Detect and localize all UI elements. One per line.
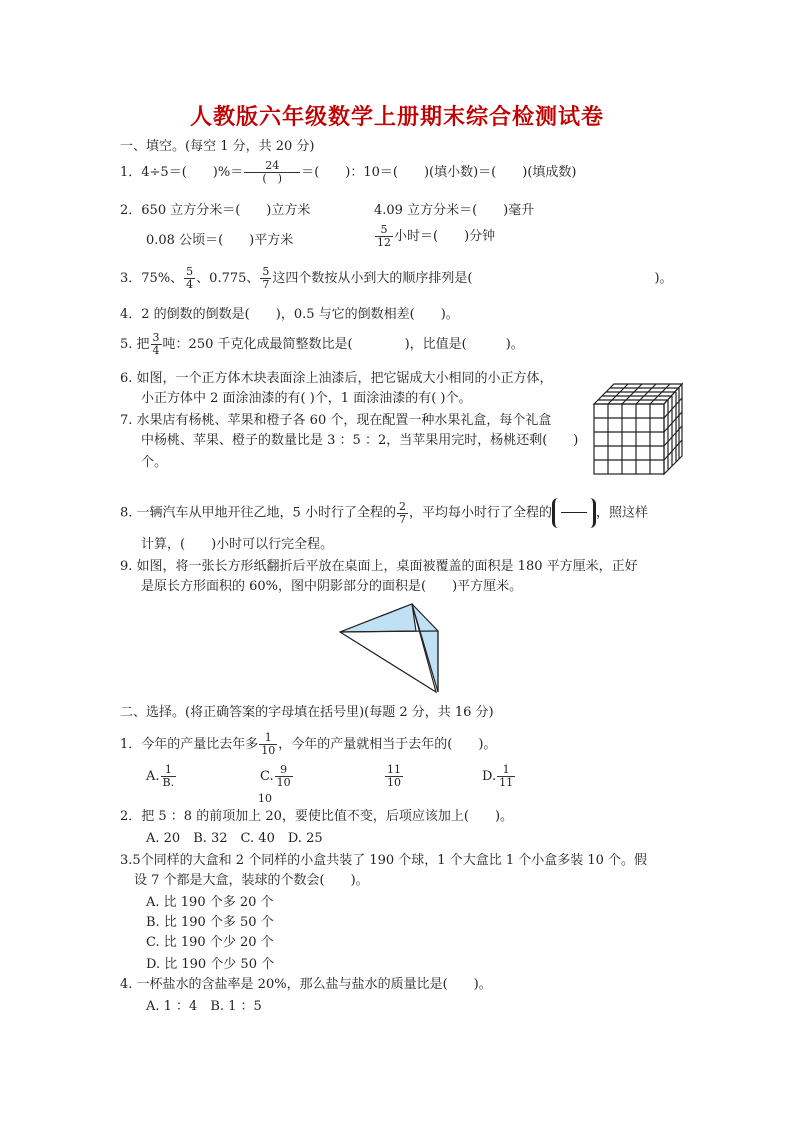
question-2-2-options: A. 20 B. 32 C. 40 D. 25 [146,831,323,846]
s2q1-option-b-den: 10 [387,776,401,789]
s2q1-option-c-extra: 10 [258,792,272,805]
q8-text-b: ，平均每小时行了全程的 [408,505,552,521]
question-2-1 [120,732,496,757]
s2q1-option-c-den: 10 [276,776,291,789]
s2q1-fraction [259,732,277,757]
section-1-header: 一、填空。(每空 1 分，共 20 分) [120,139,315,154]
s2q1-option-a-frac [161,764,177,789]
question-1-7c: 个。 [141,455,168,470]
s2q1-option-d [482,764,516,789]
page-title: 人教版六年级数学上册期末综合检测试卷 [189,105,604,130]
q2d-fraction [375,224,393,249]
s2q1-num: 1 [259,732,277,745]
s2q1-option-a-num: 1 [161,764,177,777]
q1-fraction [244,160,300,185]
q2d-num: 5 [375,224,393,237]
question-1-9b: 是原长方形面积的 60%，图中阴影部分的面积是( )平方厘米。 [141,579,523,594]
q8-fraction [397,501,408,526]
q3-f1-den: 4 [186,278,194,291]
question-1-1 [120,160,576,185]
q5-num: 3 [152,331,160,344]
s2q1-option-d-frac [497,764,515,789]
s2q1-text-b: ，今年的产量就相当于去年的( )。 [278,737,497,752]
question-1-2d [374,224,495,249]
q5-text-a: 5. 把 [120,337,150,352]
question-2-3b: 设 7 个都是大盒，装球的个数会( )。 [134,873,369,888]
question-1-5 [120,332,524,357]
q3-f1-num: 5 [186,265,194,278]
s2q1-text-a: 1．今年的产量比去年多 [120,737,259,752]
q8-bracket-blank [552,498,596,528]
q3-f2-den: 7 [262,278,270,291]
q5-den: 4 [152,344,160,357]
q3-text-c: 这四个数按从小到大的顺序排列是( )。 [272,271,673,286]
question-2-2: 2．把 5 ：8 的前项加上 20，要使比值不变，后项应该加上( )。 [120,809,514,824]
q3-text-b: 、0.775、 [196,271,260,286]
section-2-header: 二、选择。(将正确答案的字母填在括号里)(每题 2 分，共 16 分) [120,705,494,720]
question-1-8 [120,498,648,528]
question-1-7b: 中杨桃、苹果、橙子的数量比是 3 ：5 ：2，当苹果用完时，杨桃还剩( ) [141,433,579,448]
q5-fraction [151,332,162,357]
s2q1-option-a [146,764,177,789]
s2q3-option-d: D. 比 190 个少 50 个 [146,957,275,972]
q1-text-b: ＝( )：10＝( )(填小数)＝( )(填成数) [301,165,577,180]
q8-text-a: 8. 一辆汽车从甲地开往乙地，5 小时行了全程的 [120,505,396,521]
s2q1-option-d-num: 1 [497,764,515,777]
s2q1-option-c-frac [275,764,293,789]
question-1-2a: 2．650 立方分米＝( )立方米 [120,203,311,218]
q8-den: 7 [398,512,406,526]
q1-frac-num: 24 [244,160,300,173]
question-1-4: 4．2 的倒数的倒数是( )，0.5 与它的倒数相差( )。 [120,307,459,322]
q2d-den: 12 [377,236,391,249]
q8-text-c: ，照这样 [595,505,648,521]
question-1-2b: 4.09 立方分米＝( )毫升 [374,203,535,218]
s2q1-option-b-num: 11 [387,763,401,776]
q1-frac-den: ( ) [262,172,282,185]
s2q3-option-c: C. 比 190 个少 20 个 [146,935,274,950]
s2q1-option-a-den: B. [162,776,175,789]
q3-f2-num: 5 [262,265,270,278]
question-1-2c: 0.08 公顷＝( )平方米 [146,233,294,248]
question-2-4-options: A. 1 ：4 B. 1 ：5 [146,999,262,1014]
s2q1-option-b-frac [385,764,403,789]
s2q3-option-b: B. 比 190 个多 50 个 [146,915,274,930]
s2q1-option-a-label: A. [146,769,160,784]
question-2-4: 4. 一杯盐水的含盐率是 20%，那么盐与盐水的质量比是( )。 [120,977,492,992]
q5-text-b: 吨：250 千克化成最简整数比是( )，比值是( )。 [162,337,524,352]
s2q3-option-a: A. 比 190 个多 20 个 [146,895,274,910]
s2q1-option-c-label: C. [260,769,274,784]
q1-text-a: 1．4÷5＝( )%＝ [120,165,244,180]
s2q1-option-c [260,764,294,789]
s2q1-option-b [384,764,404,789]
cube-figure [590,380,686,476]
s2q1-option-d-den: 11 [499,776,514,789]
q3-frac-1 [184,266,195,291]
q2d-text: 小时＝( )分钟 [394,229,496,244]
question-1-6b: 小正方体中 2 面涂油漆的有( )个，1 面涂油漆的有( )个。 [141,391,472,406]
question-1-9a: 9. 如图，将一张长方形纸翻折后平放在桌面上，桌面被覆盖的面积是 180 平方厘米，正好 [120,559,638,574]
q8-num: 2 [398,499,406,513]
q3-frac-2 [260,266,271,291]
q3-text-a: 3．75%、 [120,271,184,286]
question-1-7a: 7. 水果店有杨桃、苹果和橙子各 60 个，现在配置一种水果礼盒，每个礼盒 [120,413,552,428]
folded-paper-figure [336,600,456,700]
question-2-3a: 3.5个同样的大盒和 2 个同样的小盒共装了 190 个球，1 个大盒比 1 个小盒多装 10 个。假 [120,853,648,868]
s2q1-option-d-label: D. [482,769,497,784]
question-1-6a: 6. 如图，一个正方体木块表面涂上油漆后，把它锯成大小相同的小正方体， [120,371,553,386]
s2q1-den: 10 [261,744,276,757]
question-1-3 [120,266,673,291]
q8-blank-line [561,512,587,513]
s2q1-option-c-num: 9 [275,764,293,777]
question-1-8b: 计算，( )小时可以行完全程。 [141,537,334,552]
